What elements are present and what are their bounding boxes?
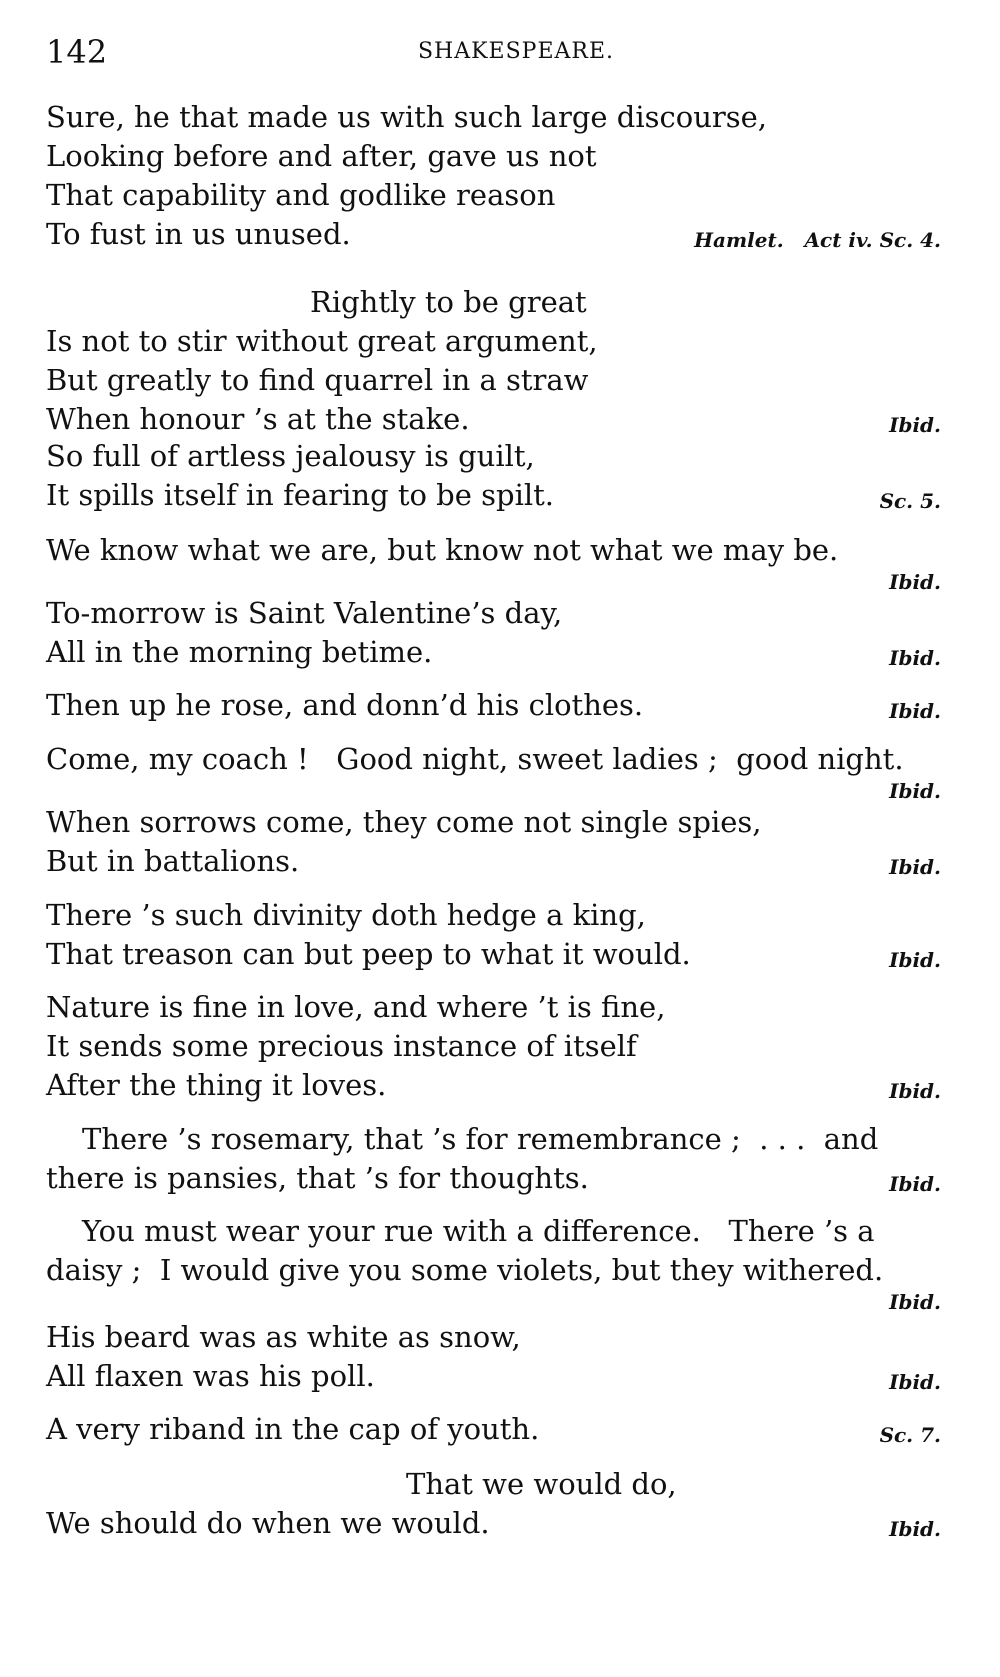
quote-line-with-citation	[46, 215, 951, 254]
quote-line-text: That treason can but peep to what it would.	[46, 937, 691, 971]
citation: Ibid.	[889, 1517, 941, 1541]
citation: Ibid.	[889, 948, 941, 972]
quote-block	[46, 1318, 951, 1396]
citation: Ibid.	[889, 570, 941, 594]
page-header	[46, 30, 946, 74]
quote-line: So full of artless jealousy is guilt,	[46, 439, 535, 473]
quote-block	[46, 437, 951, 515]
quote-block	[46, 1465, 951, 1543]
quote-block	[46, 896, 951, 974]
citation: Sc. 7.	[879, 1423, 941, 1447]
quote-line: You must wear your rue with a difference. There ’s a	[82, 1214, 875, 1248]
citation: Ibid.	[889, 1079, 941, 1103]
citation: Ibid.	[889, 1290, 941, 1314]
quote-line-with-citation	[46, 686, 951, 725]
quote-block	[46, 594, 951, 672]
quote-line-with-citation	[46, 476, 951, 515]
quote-line-with-citation	[46, 1066, 951, 1105]
quote-line: His beard was as white as snow,	[46, 1320, 521, 1354]
citation: Ibid.	[889, 1370, 941, 1394]
quote-line: Nature is fine in love, and where ’t is fine,	[46, 990, 666, 1024]
quote-line: Come, my coach ! Good night, sweet ladies ; good night.	[46, 742, 904, 776]
citation: Ibid.	[889, 779, 941, 803]
quote-line-text: All flaxen was his poll.	[46, 1359, 375, 1393]
quote-line: We know what we are, but know not what we may be.	[46, 533, 839, 567]
quote-block	[46, 988, 951, 1105]
citation-line	[46, 570, 951, 596]
page-number: 142	[46, 33, 108, 71]
quote-line-text: To fust in us unused.	[46, 217, 351, 251]
quote-block	[46, 686, 951, 725]
citation: Hamlet. Act iv. Sc. 4.	[694, 228, 941, 252]
quote-line-text: When honour ’s at the stake.	[46, 402, 470, 436]
citation: Ibid.	[889, 855, 941, 879]
quote-line: Looking before and after, gave us not	[46, 139, 597, 173]
quote-line-with-citation	[46, 400, 951, 439]
quote-line-text: But in battalions.	[46, 844, 300, 878]
quote-line: There ’s such divinity doth hedge a king,	[46, 898, 646, 932]
quote-block	[46, 283, 951, 439]
citation: Ibid.	[889, 413, 941, 437]
quote-line: That we would do,	[406, 1467, 677, 1501]
citation: Sc. 5.	[879, 489, 941, 513]
quote-line-with-citation	[46, 1159, 951, 1198]
quote-line-with-citation	[46, 1357, 951, 1396]
quote-block	[46, 98, 951, 254]
quote-line-text: It spills itself in fearing to be spilt.	[46, 478, 554, 512]
quote-line: Rightly to be great	[310, 285, 587, 319]
quote-line: That capability and godlike reason	[46, 178, 556, 212]
quote-line-with-citation	[46, 1410, 951, 1449]
quote-line-with-citation	[46, 935, 951, 974]
quote-block	[46, 1212, 951, 1316]
quote-line: Is not to stir without great argument,	[46, 324, 598, 358]
quote-line-text: After the thing it loves.	[46, 1068, 387, 1102]
running-title: SHAKESPEARE.	[417, 39, 615, 64]
quote-line: It sends some precious instance of itself	[46, 1029, 637, 1063]
citation: Ibid.	[889, 1172, 941, 1196]
quote-line: There ’s rosemary, that ’s for remembrance ; . . . and	[82, 1122, 879, 1156]
quote-block	[46, 531, 951, 596]
quote-line-with-citation	[46, 633, 951, 672]
quote-block	[46, 1410, 951, 1449]
citation: Ibid.	[889, 646, 941, 670]
quote-line: To-morrow is Saint Valentine’s day,	[46, 596, 563, 630]
quote-line-text: All in the morning betime.	[46, 635, 433, 669]
citation-line	[46, 1290, 951, 1316]
quote-block	[46, 1120, 951, 1198]
quote-block	[46, 740, 951, 805]
quote-line: When sorrows come, they come not single spies,	[46, 805, 762, 839]
quote-block	[46, 803, 951, 881]
quote-line-text: Then up he rose, and donn’d his clothes.	[46, 688, 644, 722]
quote-line-text: A very riband in the cap of youth.	[46, 1412, 540, 1446]
quote-line: Sure, he that made us with such large discourse,	[46, 100, 768, 134]
quote-line-with-citation	[46, 1504, 951, 1543]
quote-line-with-citation	[46, 842, 951, 881]
quote-line-text: there is pansies, that ’s for thoughts.	[46, 1161, 589, 1195]
citation-line	[46, 779, 951, 805]
citation: Ibid.	[889, 699, 941, 723]
quote-line: But greatly to find quarrel in a straw	[46, 363, 589, 397]
quote-line-text: We should do when we would.	[46, 1506, 490, 1540]
quote-line: daisy ; I would give you some violets, but they withered.	[46, 1253, 884, 1287]
